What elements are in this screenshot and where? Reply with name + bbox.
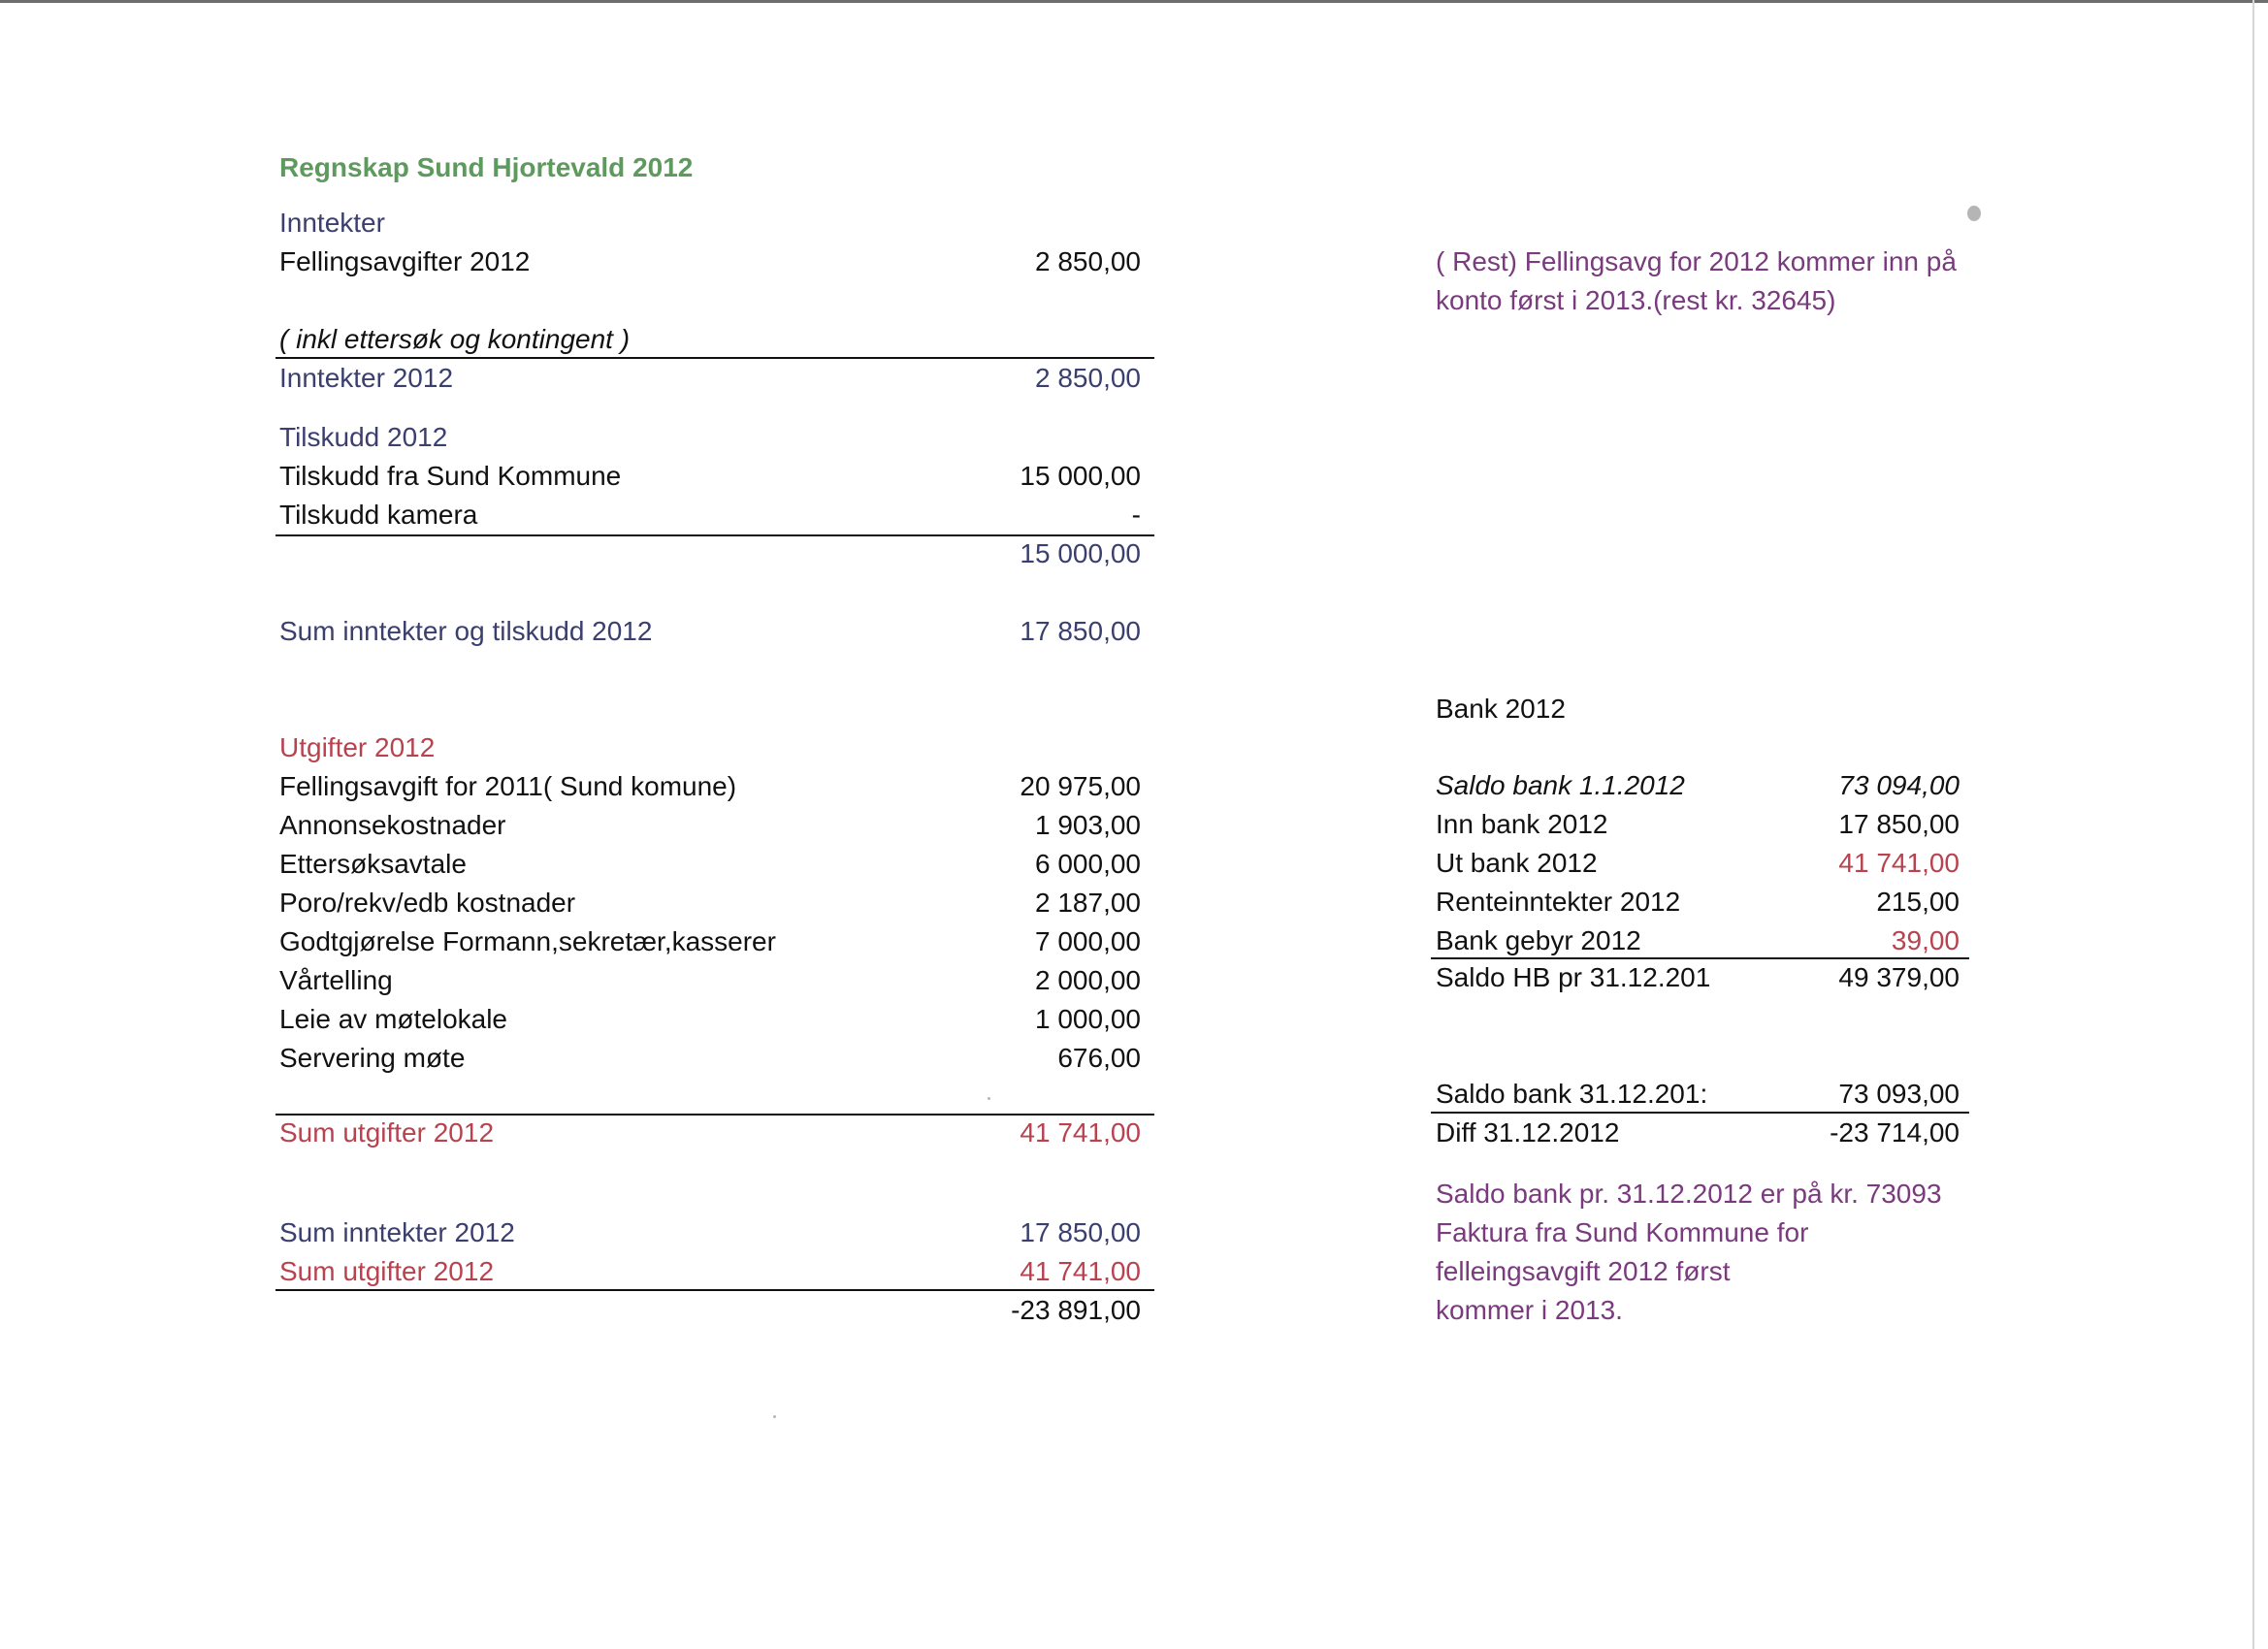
summary-income-value: 17 850,00 xyxy=(1020,1217,1141,1247)
expense-row-value: 2 187,00 xyxy=(1035,888,1141,918)
bank-row-label: Bank gebyr 2012 xyxy=(1436,925,1641,955)
summary-expense-label: Sum utgifter 2012 xyxy=(279,1256,495,1286)
bank-diff-label: Diff 31.12.2012 xyxy=(1436,1117,1620,1148)
bank-hb-total-value: 49 379,00 xyxy=(1838,962,1960,992)
sum-income-grants-value: 17 850,00 xyxy=(1020,616,1141,646)
expense-row-value: 6 000,00 xyxy=(1035,849,1141,879)
scan-edge-right xyxy=(2252,0,2254,1649)
bottom-note-line: Faktura fra Sund Kommune for xyxy=(1436,1217,1809,1247)
summary-divider xyxy=(275,1289,1154,1291)
summary-result-value: -23 891,00 xyxy=(1011,1295,1141,1325)
bank-diff-value: -23 714,00 xyxy=(1830,1117,1960,1148)
bank-balance-label: Saldo bank 31.12.201: xyxy=(1436,1079,1708,1109)
bank-row-value: 41 741,00 xyxy=(1838,848,1960,878)
bank-row-label: Ut bank 2012 xyxy=(1436,848,1598,878)
scan-speck xyxy=(1967,206,1981,221)
expense-row-value: 1 000,00 xyxy=(1035,1004,1141,1034)
bank-heading: Bank 2012 xyxy=(1436,694,1566,724)
grants-row-label: Tilskudd fra Sund Kommune xyxy=(279,461,622,491)
expense-row-label: Poro/rekv/edb kostnader xyxy=(279,888,576,918)
bank-row-value: 17 850,00 xyxy=(1838,809,1960,839)
grants-total-value: 15 000,00 xyxy=(1020,538,1141,568)
expense-row-label: Leie av møtelokale xyxy=(279,1004,508,1034)
scan-speck xyxy=(988,1097,990,1100)
expense-row-value: 676,00 xyxy=(1057,1043,1141,1073)
expense-row-label: Fellingsavgift for 2011( Sund komune) xyxy=(279,771,737,801)
expense-row-value: 20 975,00 xyxy=(1020,771,1141,801)
summary-income-label: Sum inntekter 2012 xyxy=(279,1217,515,1247)
income-total-label: Inntekter 2012 xyxy=(279,363,454,393)
scan-edge-top xyxy=(0,0,2268,3)
income-divider xyxy=(275,357,1154,359)
bank-balance-value: 73 093,00 xyxy=(1838,1079,1960,1109)
sum-income-grants-label: Sum inntekter og tilskudd 2012 xyxy=(279,616,653,646)
bottom-note-line: kommer i 2013. xyxy=(1436,1295,1623,1325)
income-row-value: 2 850,00 xyxy=(1035,246,1141,276)
expense-row-label: Vårtelling xyxy=(279,965,393,995)
summary-expense-value: 41 741,00 xyxy=(1020,1256,1141,1286)
bank-row-value: 73 094,00 xyxy=(1838,770,1960,800)
top-note-line: ( Rest) Fellingsavg for 2012 kommer inn på xyxy=(1436,246,1957,276)
scan-speck xyxy=(773,1415,776,1418)
bottom-note-line: Saldo bank pr. 31.12.2012 er på kr. 73093 xyxy=(1436,1179,1942,1209)
income-row-label: Fellingsavgifter 2012 xyxy=(279,246,531,276)
bank-hb-total-label: Saldo HB pr 31.12.201 xyxy=(1436,962,1711,992)
expenses-total-value: 41 741,00 xyxy=(1020,1117,1141,1148)
expense-row-label: Godtgjørelse Formann,sekretær,kasserer xyxy=(279,926,776,956)
bank-row-label: Renteinntekter 2012 xyxy=(1436,887,1681,917)
expense-row-label: Annonsekostnader xyxy=(279,810,506,840)
income-heading: Inntekter xyxy=(279,208,385,238)
bank-row-value: 39,00 xyxy=(1891,925,1960,955)
top-note-line: konto først i 2013.(rest kr. 32645) xyxy=(1436,285,1836,315)
expense-row-value: 7 000,00 xyxy=(1035,926,1141,956)
grants-heading: Tilskudd 2012 xyxy=(279,422,448,452)
bottom-note-line: felleingsavgift 2012 først xyxy=(1436,1256,1731,1286)
grants-row-value: 15 000,00 xyxy=(1020,461,1141,491)
income-total-value: 2 850,00 xyxy=(1035,363,1141,393)
grants-row-value: - xyxy=(1131,500,1141,530)
bank-diff-divider xyxy=(1431,1112,1969,1114)
expense-row-value: 1 903,00 xyxy=(1035,810,1141,840)
expense-row-value: 2 000,00 xyxy=(1035,965,1141,995)
grants-row-label: Tilskudd kamera xyxy=(279,500,478,530)
page-title: Regnskap Sund Hjortevald 2012 xyxy=(279,152,694,182)
expense-row-label: Servering møte xyxy=(279,1043,466,1073)
expense-row-label: Ettersøksavtale xyxy=(279,849,467,879)
bank-divider xyxy=(1431,957,1969,959)
bank-row-label: Inn bank 2012 xyxy=(1436,809,1608,839)
expenses-total-label: Sum utgifter 2012 xyxy=(279,1117,495,1148)
expenses-heading: Utgifter 2012 xyxy=(279,732,436,762)
income-note: ( inkl ettersøk og kontingent ) xyxy=(279,324,631,354)
bank-row-label: Saldo bank 1.1.2012 xyxy=(1436,770,1685,800)
bank-row-value: 215,00 xyxy=(1876,887,1960,917)
